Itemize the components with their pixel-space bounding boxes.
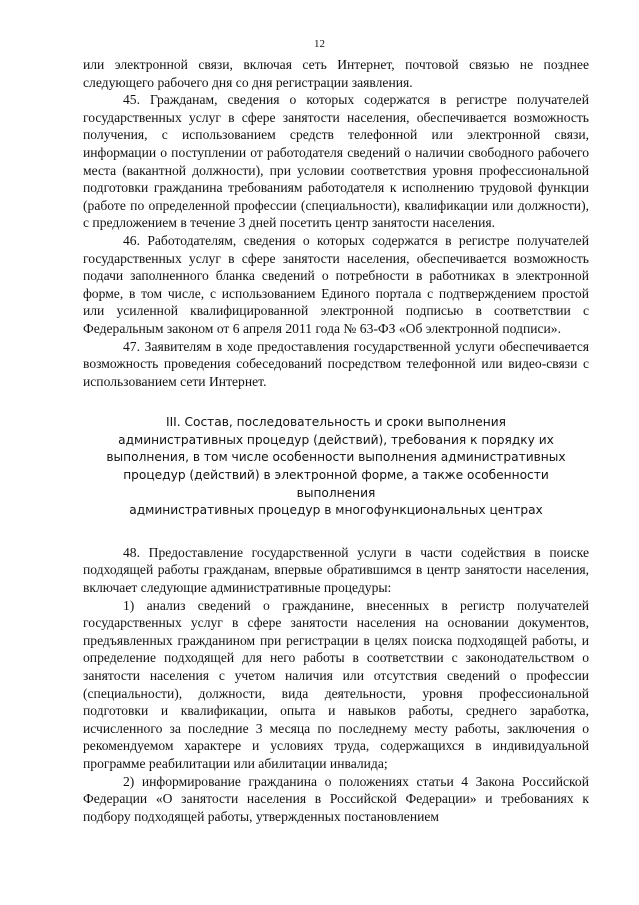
list-item-1: 1) анализ сведений о гражданине, внесенных в регистр получателей государственных услуг в сфере занятости населения на основании документов, предъявленных гражданином при регистрации в целях поиска подходящей работы, и определение подходящей для него работы в соответствии с законодательством о занятости населения с учетом наличия или отсутствия сведений о профессии (специальности), должности, вида деятельности, уровня профессиональной подготовки и квалификации, опыта и навыков работы, среднего заработка, исчисленного за последние 3 месяца по последнему месту работы, заключения о рекомендуемом характере и условиях труда, содержащихся в индивидуальной программе реабилитации или абилитации инвалида;: [83, 597, 589, 771]
page-number: 12: [314, 38, 325, 50]
paragraph-48: 48. Предоставление государственной услуги в части содействия в поиске подходящей работы гражданам, впервые обратившимся в центр занятости населения, включает следующие административные процедуры:: [83, 544, 589, 596]
list-item-2: 2) информирование гражданина о положениях статьи 4 Закона Российской Федерации «О занятости населения в Российской Федерации» и требованиях к подбору подходящей работы, утвержденных постановлением: [83, 773, 589, 824]
paragraph-46: 46. Работодателям, сведения о которых содержатся в регистре получателей государственных услуг в сфере занятости населения, обеспечивается возможность подачи заполненного бланка сведений о потребности в работниках в электронной форме, в том числе, с использованием Единого портала с подтверждением простой или усиленной квалифицированной электронной подписью в соответствии с Федеральным законом от 6 апреля 2011 года № 63-ФЗ «Об электронной подписи».: [83, 232, 589, 336]
paragraph: или электронной связи, включая сеть Интернет, почтовой связью не позднее следующего рабочего дня со дня регистрации заявления.: [83, 57, 589, 90]
section-heading-line: административных процедур (действий), требования к порядку их: [118, 432, 554, 447]
section-heading-line: III. Состав, последовательность и сроки выполнения: [165, 415, 507, 430]
section-heading: [83, 414, 589, 520]
document-body: [83, 56, 589, 825]
section-heading-line: административных процедур в многофункциональных центрах: [129, 503, 543, 518]
paragraph-47: 47. Заявителям в ходе предоставления государственной услуги обеспечивается возможность проведения собеседований посредством телефонной или видео-связи с использованием сети Интернет.: [83, 338, 589, 389]
section-heading-line: выполнения, в том числе особенности выполнения административных: [106, 450, 566, 465]
paragraph-45: 45. Гражданам, сведения о которых содержатся в регистре получателей государственных услуг в сфере занятости населения, обеспечивается возможность получения, с использованием средств телефонной или электронной связи, информации о поступлении от работодателя сведений о наличии свободного рабочего места (вакантной должности), при условии соответствия уровня профессиональной подготовки гражданина требованиям работодателя к исполнению трудовой функции (работе по определенной профессии (специальности), квалификации или должности), с предложением в течение 3 дней посетить центр занятости населения.: [83, 92, 589, 231]
section-heading-line: процедур (действий) в электронной форме, а также особенности выполнения: [123, 468, 549, 500]
